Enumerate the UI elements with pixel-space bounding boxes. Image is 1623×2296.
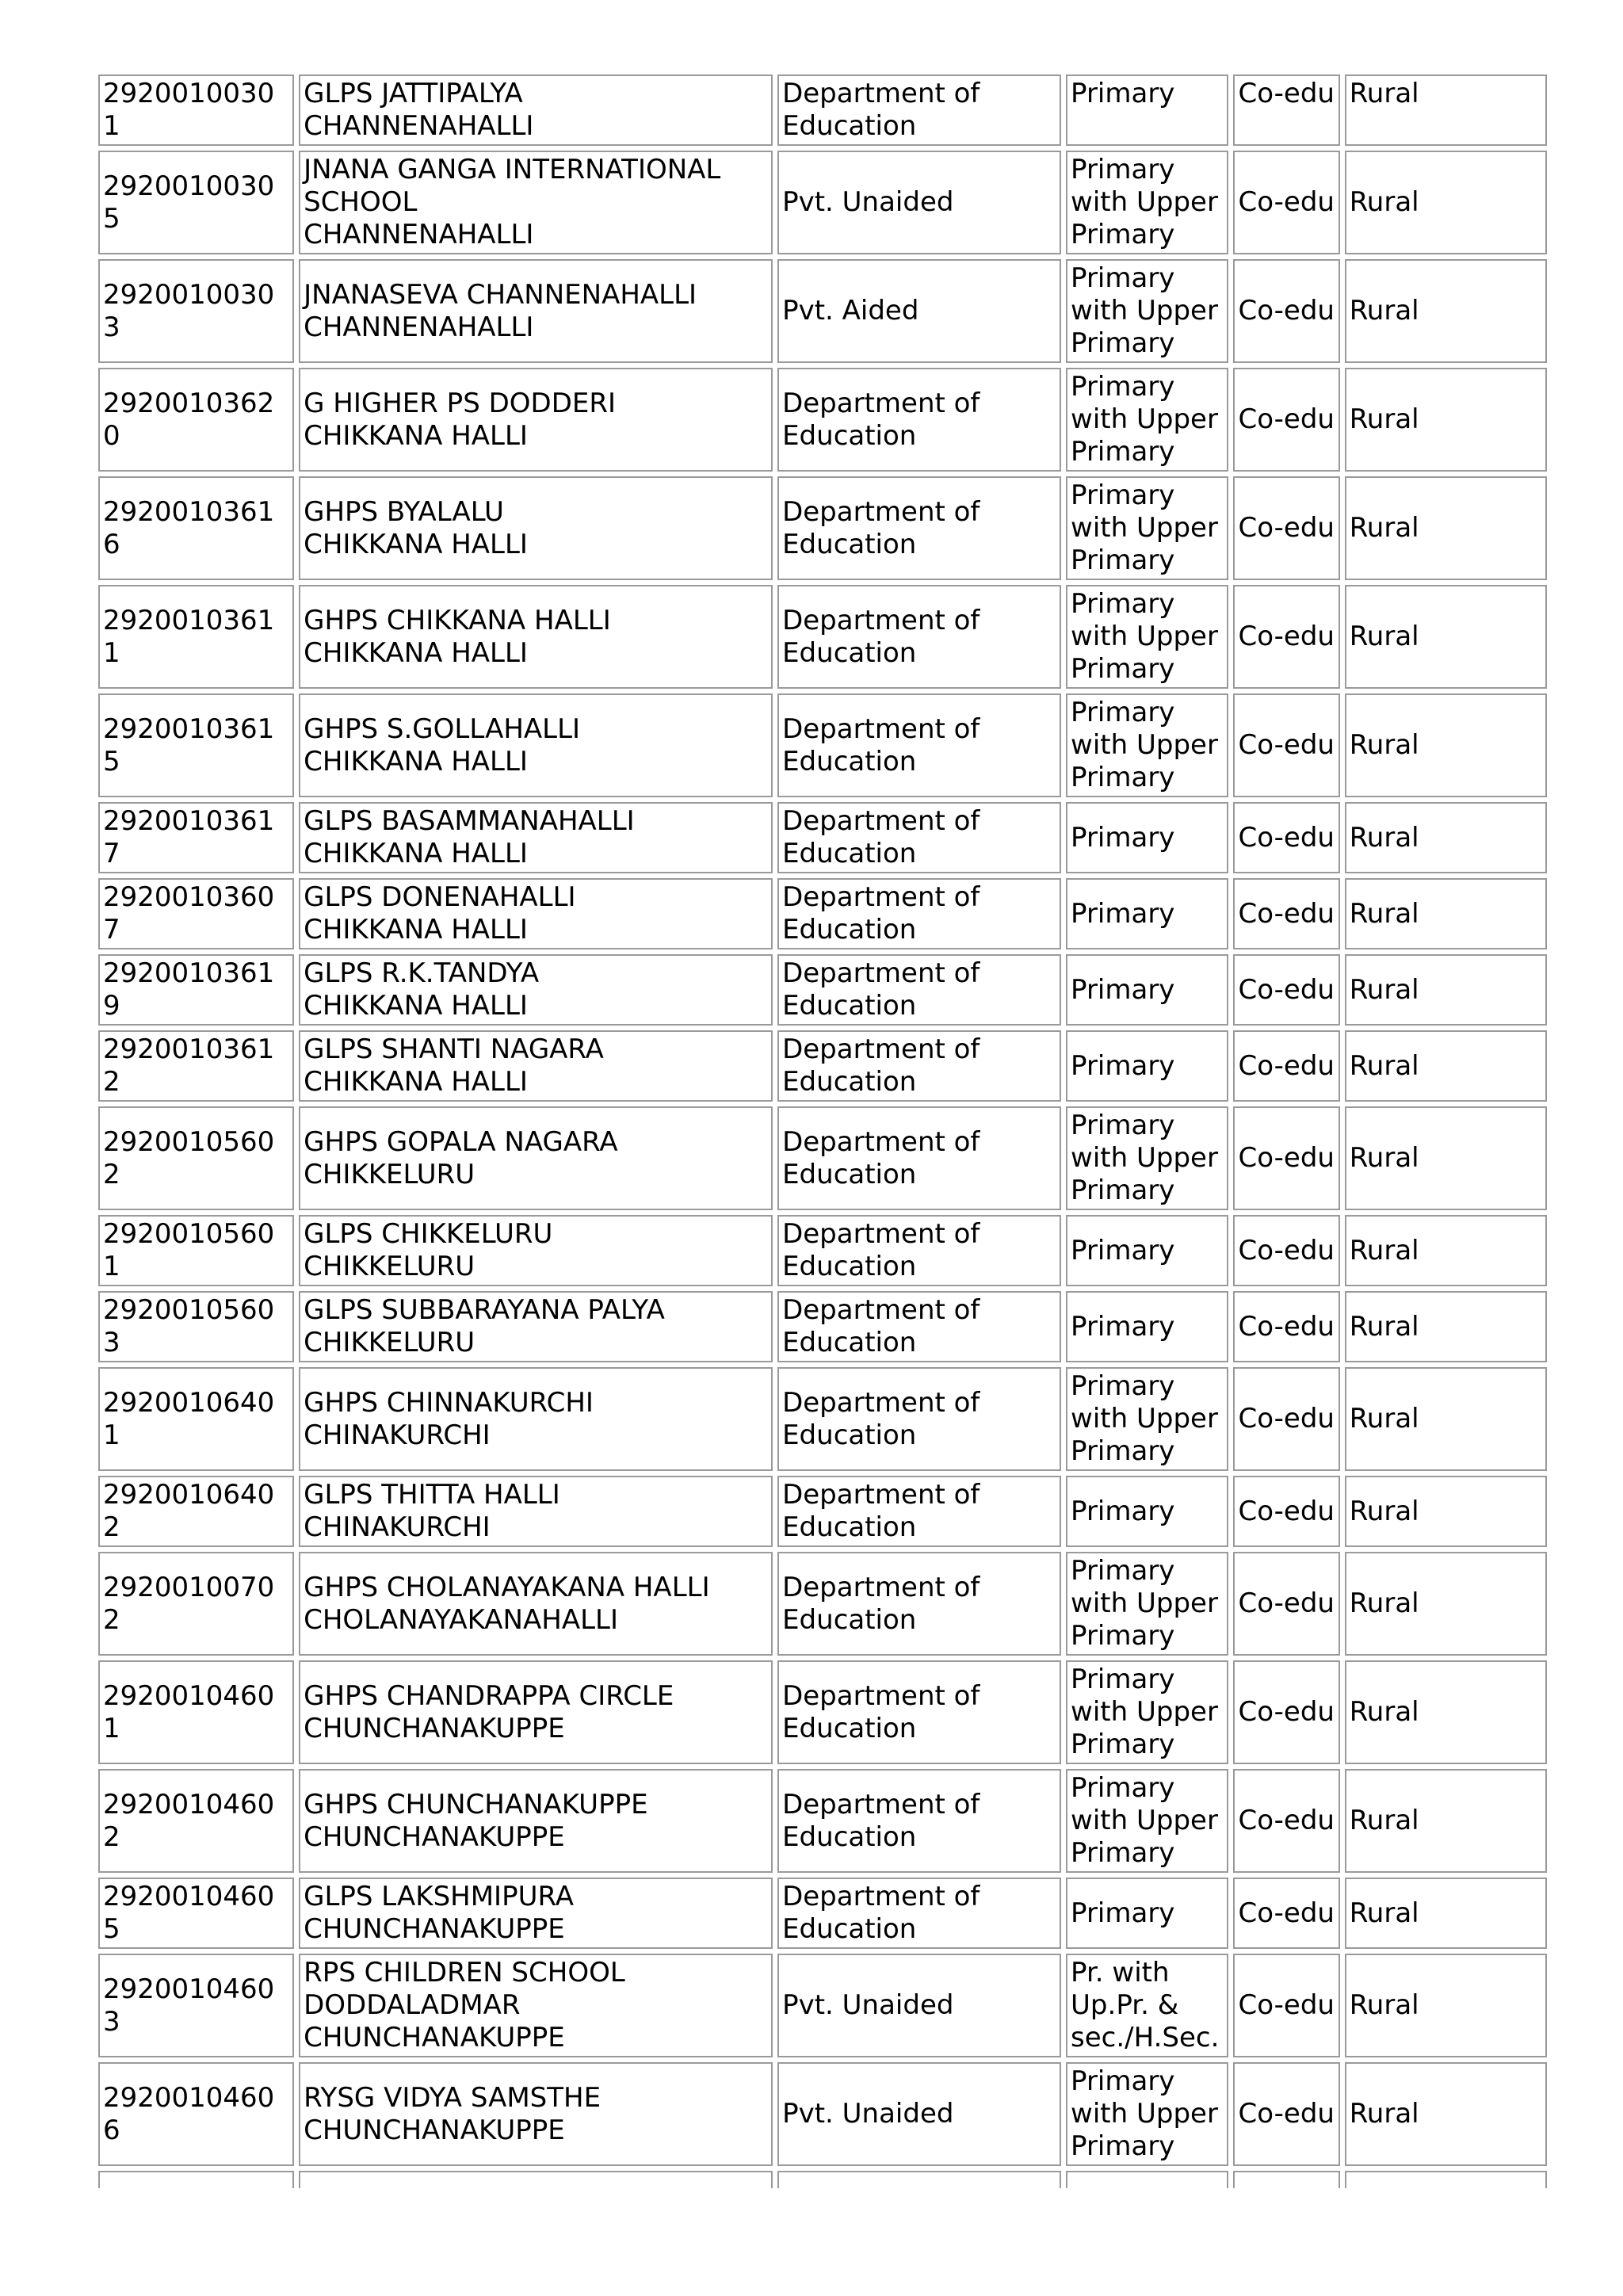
management-cell: Department of Education [777, 74, 1061, 146]
category-cell: Primary with Upper Primary [1066, 1769, 1228, 1873]
table-row [98, 1878, 1547, 1949]
empty-cell [777, 2171, 1061, 2188]
school-code-cell: 29200100303 [98, 259, 294, 363]
school-name-cell: GHPS CHUNCHANAKUPPE CHUNCHANAKUPPE [299, 1769, 773, 1873]
school-name-cell: GLPS R.K.TANDYA CHIKKANA HALLI [299, 954, 773, 1026]
table-row [98, 802, 1547, 873]
category-cell: Primary [1066, 1291, 1228, 1362]
school-name-cell: GLPS SHANTI NAGARA CHIKKANA HALLI [299, 1030, 773, 1102]
table-row [98, 476, 1547, 580]
area-cell: Rural [1345, 1476, 1547, 1547]
category-cell: Primary with Upper Primary [1066, 693, 1228, 797]
management-cell: Department of Education [777, 1106, 1061, 1210]
management-cell: Pvt. Unaided [777, 1954, 1061, 2057]
table-row [98, 693, 1547, 797]
management-cell: Department of Education [777, 368, 1061, 472]
management-cell: Department of Education [777, 1878, 1061, 1949]
table-body [98, 74, 1547, 2188]
category-cell: Primary [1066, 1476, 1228, 1547]
category-cell: Primary with Upper Primary [1066, 585, 1228, 689]
area-cell: Rural [1345, 2062, 1547, 2166]
area-cell: Rural [1345, 1030, 1547, 1102]
school-code-cell: 29200103617 [98, 802, 294, 873]
area-cell: Rural [1345, 151, 1547, 254]
area-cell: Rural [1345, 1215, 1547, 1286]
school-code-cell: 29200103616 [98, 476, 294, 580]
area-cell: Rural [1345, 1106, 1547, 1210]
school-type-cell: Co-edu [1233, 2062, 1339, 2166]
category-cell: Primary [1066, 1215, 1228, 1286]
school-code-cell: 29200106402 [98, 1476, 294, 1547]
area-cell: Rural [1345, 802, 1547, 873]
area-cell: Rural [1345, 1954, 1547, 2057]
school-name-cell: GHPS CHOLANAYAKANA HALLI CHOLANAYAKANAHALLI [299, 1552, 773, 1656]
school-name-cell: G HIGHER PS DODDERI CHIKKANA HALLI [299, 368, 773, 472]
school-type-cell: Co-edu [1233, 476, 1339, 580]
category-cell: Primary with Upper Primary [1066, 151, 1228, 254]
management-cell: Department of Education [777, 1367, 1061, 1471]
school-type-cell: Co-edu [1233, 802, 1339, 873]
management-cell: Department of Education [777, 1030, 1061, 1102]
empty-cell [98, 2171, 294, 2188]
management-cell: Department of Education [777, 1552, 1061, 1656]
category-cell: Pr. with Up.Pr. & sec./H.Sec. [1066, 1954, 1228, 2057]
category-cell: Primary with Upper Primary [1066, 1367, 1228, 1471]
category-cell: Primary with Upper Primary [1066, 1106, 1228, 1210]
area-cell: Rural [1345, 259, 1547, 363]
area-cell: Rural [1345, 476, 1547, 580]
table-row [98, 1030, 1547, 1102]
school-name-cell: GLPS DONENAHALLI CHIKKANA HALLI [299, 878, 773, 949]
school-type-cell: Co-edu [1233, 585, 1339, 689]
category-cell: Primary [1066, 1878, 1228, 1949]
area-cell: Rural [1345, 368, 1547, 472]
management-cell: Department of Education [777, 1476, 1061, 1547]
school-name-cell: GLPS THITTA HALLI CHINAKURCHI [299, 1476, 773, 1547]
category-cell: Primary [1066, 1030, 1228, 1102]
category-cell: Primary with Upper Primary [1066, 1660, 1228, 1764]
empty-cell [1066, 2171, 1228, 2188]
school-type-cell: Co-edu [1233, 1769, 1339, 1873]
table-row [98, 1106, 1547, 1210]
table-row [98, 368, 1547, 472]
school-code-cell: 29200100301 [98, 74, 294, 146]
school-name-cell: GLPS JATTIPALYA CHANNENAHALLI [299, 74, 773, 146]
category-cell: Primary [1066, 74, 1228, 146]
management-cell: Pvt. Aided [777, 259, 1061, 363]
management-cell: Department of Education [777, 585, 1061, 689]
table-row [98, 878, 1547, 949]
area-cell: Rural [1345, 1769, 1547, 1873]
school-type-cell: Co-edu [1233, 368, 1339, 472]
school-name-cell: GLPS CHIKKELURU CHIKKELURU [299, 1215, 773, 1286]
management-cell: Department of Education [777, 1769, 1061, 1873]
category-cell: Primary with Upper Primary [1066, 476, 1228, 580]
school-name-cell: GHPS S.GOLLAHALLI CHIKKANA HALLI [299, 693, 773, 797]
table-row [98, 151, 1547, 254]
school-code-cell: 29200103619 [98, 954, 294, 1026]
table-row [98, 1291, 1547, 1362]
area-cell: Rural [1345, 1878, 1547, 1949]
school-type-cell: Co-edu [1233, 1106, 1339, 1210]
school-code-cell: 29200103607 [98, 878, 294, 949]
empty-cell [1345, 2171, 1547, 2188]
school-type-cell: Co-edu [1233, 1552, 1339, 1656]
school-type-cell: Co-edu [1233, 1660, 1339, 1764]
table-row [98, 1660, 1547, 1764]
school-type-cell: Co-edu [1233, 1030, 1339, 1102]
category-cell: Primary with Upper Primary [1066, 368, 1228, 472]
area-cell: Rural [1345, 1291, 1547, 1362]
empty-cell [299, 2171, 773, 2188]
area-cell: Rural [1345, 1367, 1547, 1471]
table-row [98, 2062, 1547, 2166]
category-cell: Primary [1066, 802, 1228, 873]
school-type-cell: Co-edu [1233, 1878, 1339, 1949]
school-name-cell: JNANASEVA CHANNENAHALLI CHANNENAHALLI [299, 259, 773, 363]
school-code-cell: 29200100305 [98, 151, 294, 254]
category-cell: Primary [1066, 878, 1228, 949]
table-row [98, 1954, 1547, 2057]
school-type-cell: Co-edu [1233, 1215, 1339, 1286]
table-row [98, 1769, 1547, 1873]
school-code-cell: 29200106401 [98, 1367, 294, 1471]
management-cell: Department of Education [777, 802, 1061, 873]
area-cell: Rural [1345, 1660, 1547, 1764]
school-name-cell: GHPS CHANDRAPPA CIRCLE CHUNCHANAKUPPE [299, 1660, 773, 1764]
school-type-cell: Co-edu [1233, 1291, 1339, 1362]
school-type-cell: Co-edu [1233, 1476, 1339, 1547]
school-type-cell: Co-edu [1233, 1954, 1339, 2057]
area-cell: Rural [1345, 585, 1547, 689]
category-cell: Primary with Upper Primary [1066, 2062, 1228, 2166]
school-listing-table [98, 74, 1547, 2193]
category-cell: Primary with Upper Primary [1066, 259, 1228, 363]
school-type-cell: Co-edu [1233, 1367, 1339, 1471]
school-code-cell: 29200100702 [98, 1552, 294, 1656]
table-row [98, 954, 1547, 1026]
table-row [98, 585, 1547, 689]
management-cell: Department of Education [777, 693, 1061, 797]
school-name-cell: GHPS GOPALA NAGARA CHIKKELURU [299, 1106, 773, 1210]
school-name-cell: GLPS SUBBARAYANA PALYA CHIKKELURU [299, 1291, 773, 1362]
management-cell: Pvt. Unaided [777, 151, 1061, 254]
school-name-cell: GHPS CHINNAKURCHI CHINAKURCHI [299, 1367, 773, 1471]
school-code-cell: 29200103612 [98, 1030, 294, 1102]
management-cell: Department of Education [777, 954, 1061, 1026]
school-code-cell: 29200104606 [98, 2062, 294, 2166]
table-row-partial [98, 2171, 1547, 2188]
school-code-cell: 29200104605 [98, 1878, 294, 1949]
school-code-cell: 29200105602 [98, 1106, 294, 1210]
area-cell: Rural [1345, 693, 1547, 797]
school-name-cell: GHPS CHIKKANA HALLI CHIKKANA HALLI [299, 585, 773, 689]
school-type-cell: Co-edu [1233, 259, 1339, 363]
school-type-cell: Co-edu [1233, 954, 1339, 1026]
school-type-cell: Co-edu [1233, 151, 1339, 254]
area-cell: Rural [1345, 74, 1547, 146]
school-type-cell: Co-edu [1233, 878, 1339, 949]
school-name-cell: GLPS BASAMMANAHALLI CHIKKANA HALLI [299, 802, 773, 873]
school-name-cell: GLPS LAKSHMIPURA CHUNCHANAKUPPE [299, 1878, 773, 1949]
table-row [98, 1367, 1547, 1471]
document-page [98, 74, 1547, 2214]
table-row [98, 74, 1547, 146]
school-name-cell: JNANA GANGA INTERNATIONAL SCHOOL CHANNENAHALLI [299, 151, 773, 254]
school-type-cell: Co-edu [1233, 693, 1339, 797]
category-cell: Primary with Upper Primary [1066, 1552, 1228, 1656]
school-code-cell: 29200103615 [98, 693, 294, 797]
management-cell: Department of Education [777, 1215, 1061, 1286]
school-name-cell: GHPS BYALALU CHIKKANA HALLI [299, 476, 773, 580]
table-row [98, 259, 1547, 363]
table-row [98, 1552, 1547, 1656]
management-cell: Pvt. Unaided [777, 2062, 1061, 2166]
school-code-cell: 29200105603 [98, 1291, 294, 1362]
school-code-cell: 29200104603 [98, 1954, 294, 2057]
school-type-cell: Co-edu [1233, 74, 1339, 146]
school-code-cell: 29200104602 [98, 1769, 294, 1873]
management-cell: Department of Education [777, 476, 1061, 580]
category-cell: Primary [1066, 954, 1228, 1026]
school-name-cell: RPS CHILDREN SCHOOL DODDALADMAR CHUNCHANAKUPPE [299, 1954, 773, 2057]
area-cell: Rural [1345, 954, 1547, 1026]
school-code-cell: 29200103620 [98, 368, 294, 472]
empty-cell [1233, 2171, 1339, 2188]
management-cell: Department of Education [777, 1291, 1061, 1362]
school-code-cell: 29200104601 [98, 1660, 294, 1764]
table-row [98, 1215, 1547, 1286]
area-cell: Rural [1345, 878, 1547, 949]
area-cell: Rural [1345, 1552, 1547, 1656]
table-row [98, 1476, 1547, 1547]
management-cell: Department of Education [777, 878, 1061, 949]
school-code-cell: 29200103611 [98, 585, 294, 689]
management-cell: Department of Education [777, 1660, 1061, 1764]
school-name-cell: RYSG VIDYA SAMSTHE CHUNCHANAKUPPE [299, 2062, 773, 2166]
school-code-cell: 29200105601 [98, 1215, 294, 1286]
